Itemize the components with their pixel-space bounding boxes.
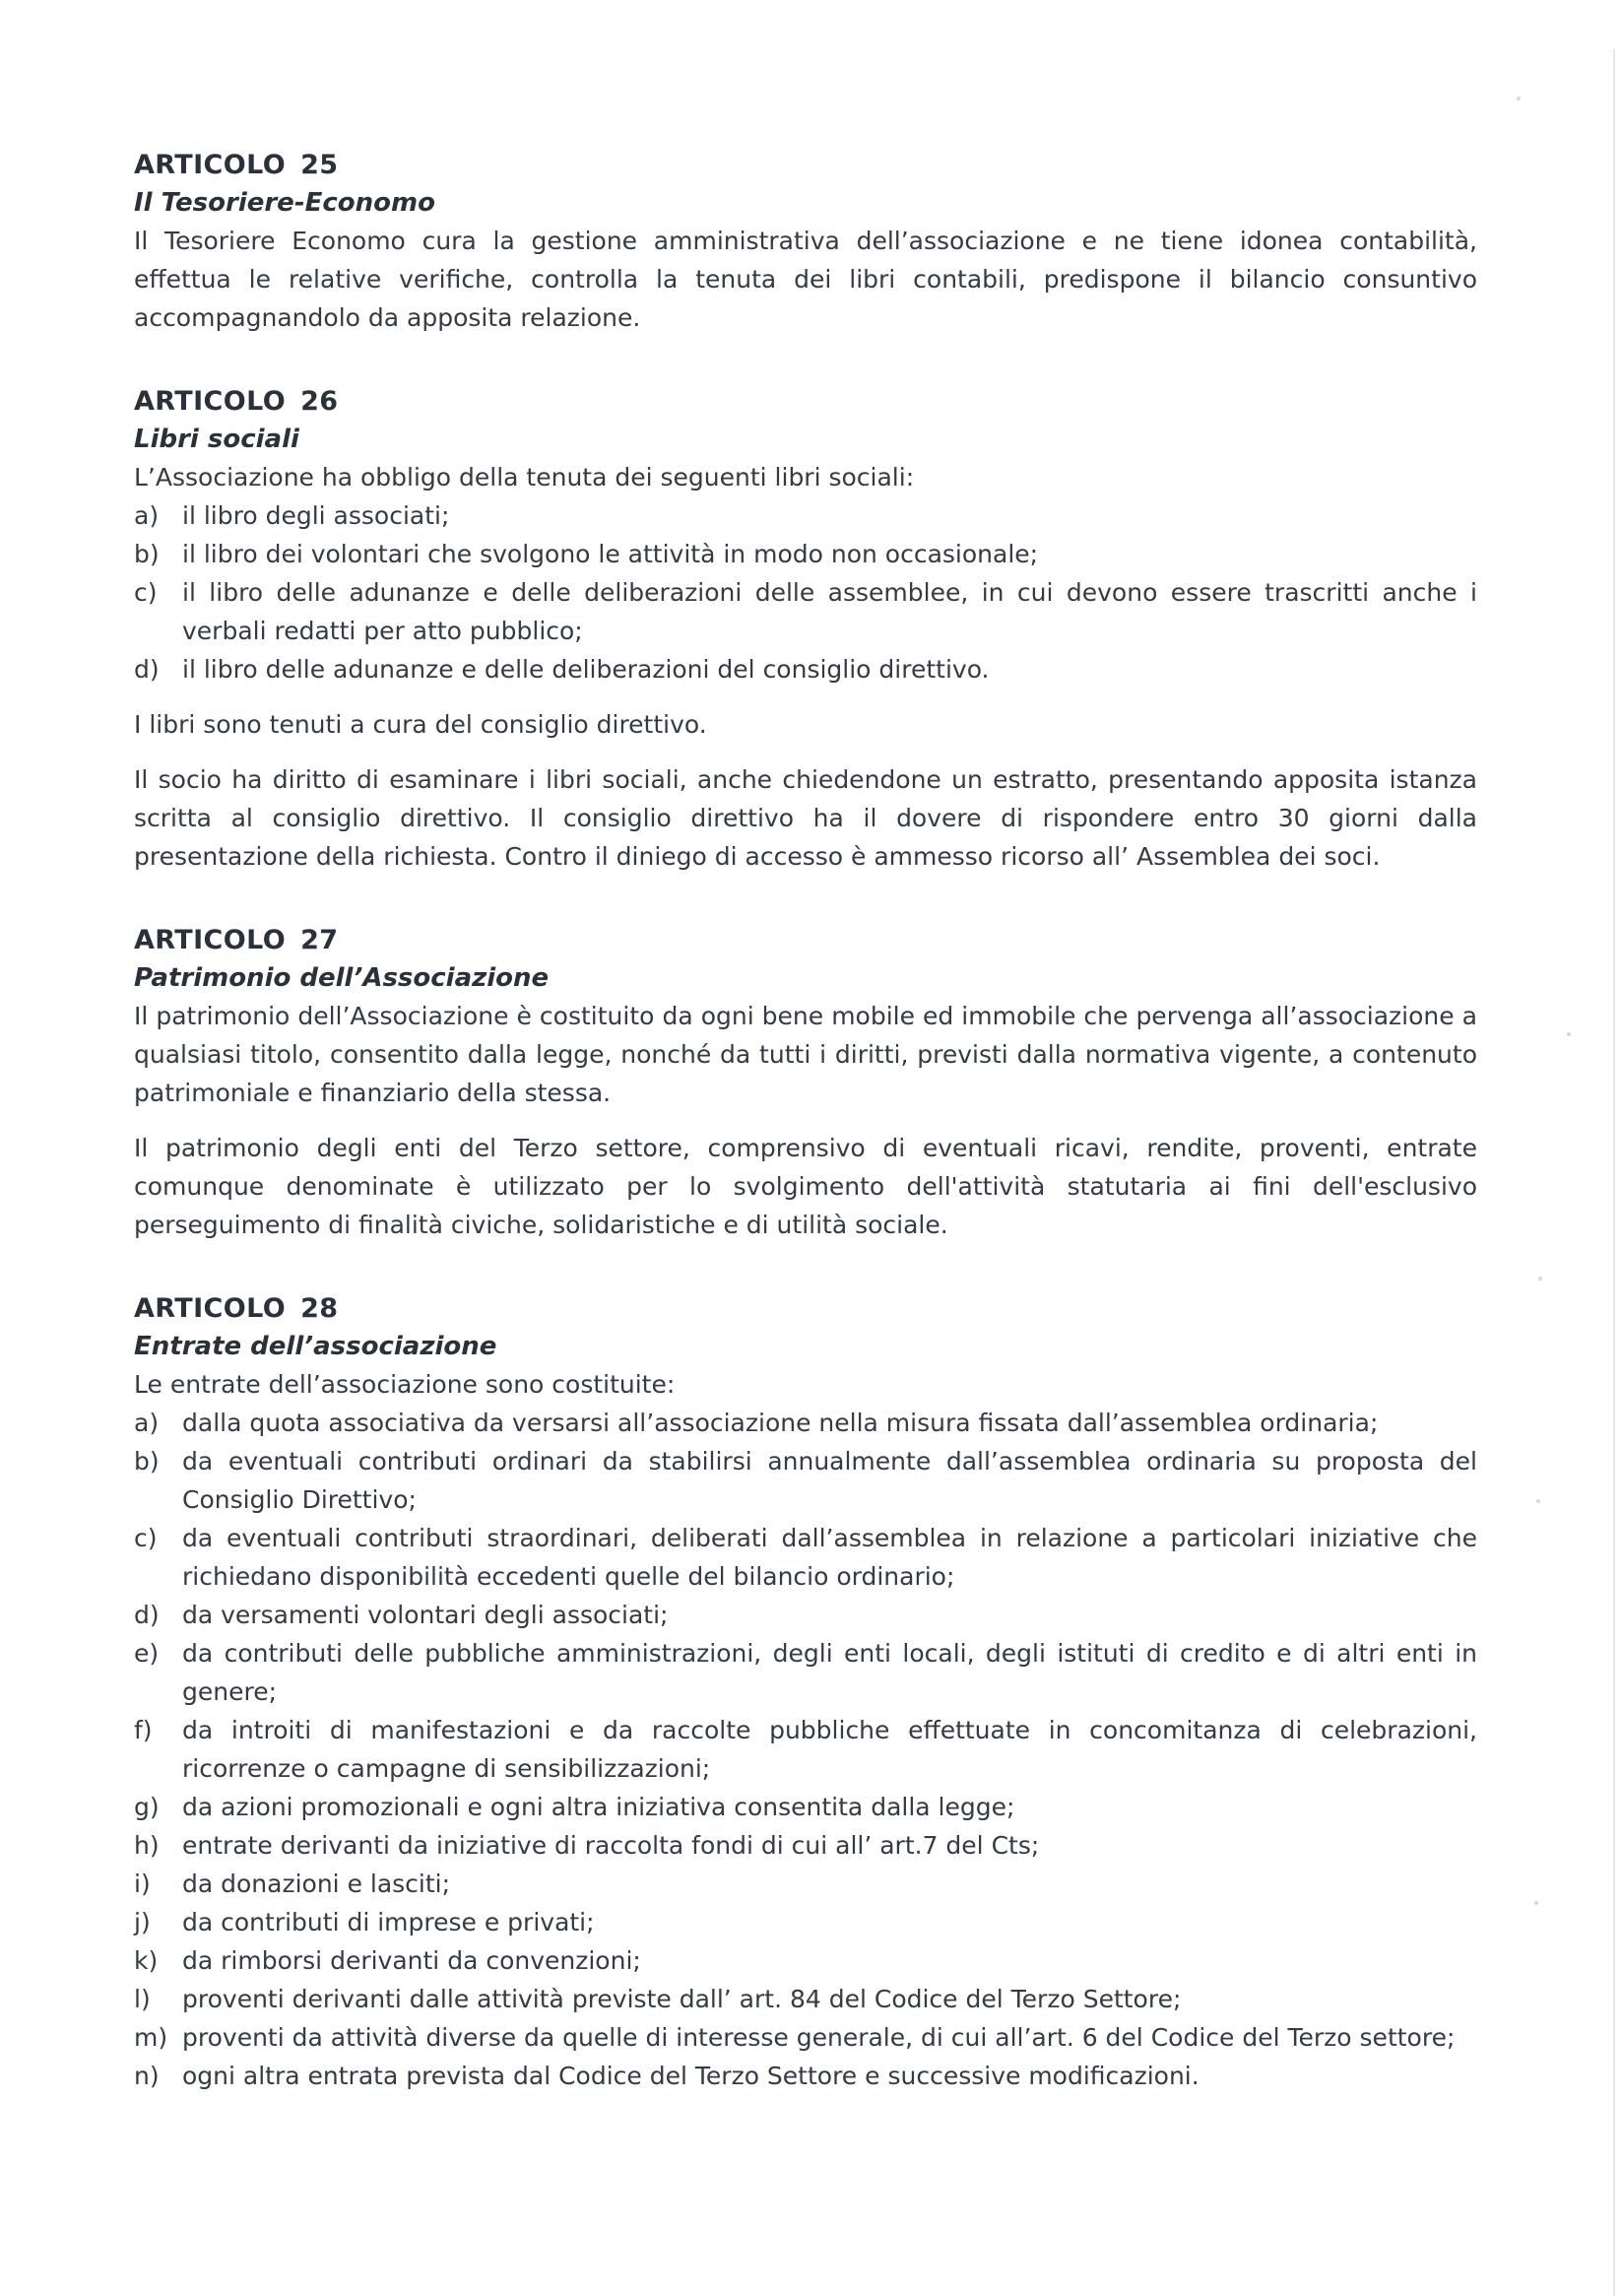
list-item-text: da eventuali contributi straordinari, deliberati dall’assemblea in relazione a particolari iniziative che richiedano disponibilità eccedenti quelle del bilancio ordinario; <box>182 1524 1477 1591</box>
list-item <box>134 2057 1477 2095</box>
list-item <box>134 650 1477 689</box>
list-item-letter: g) <box>134 1793 160 1821</box>
paragraph: Le entrate dell’associazione sono costituite: <box>134 1370 676 1399</box>
list-item-text: da versamenti volontari degli associati; <box>182 1601 669 1629</box>
list-item <box>134 1442 1477 1519</box>
paragraph: Il Tesoriere Economo cura la gestione amministrativa dell’associazione e ne tiene idonea contabilità, effettua le relative verifiche, controlla la tenuta dei libri contabili, predispone il bilancio consuntivo accompagnandolo da apposita relazione. <box>134 227 1477 332</box>
list-item-text: il libro delle adunanze e delle deliberazioni del consiglio direttivo. <box>182 655 990 684</box>
list-item-letter: a) <box>134 1409 160 1437</box>
list-item <box>134 535 1477 573</box>
list-item-letter: b) <box>134 1447 160 1476</box>
paragraph: Il patrimonio dell’Associazione è costituito da ogni bene mobile ed immobile che pervenga all’associazione a qualsiasi titolo, consentito dalla legge, nonché da tutti i diritti, previsti dalla normativa vigente, a contenuto patrimoniale e finanziario della stessa. <box>134 1002 1477 1107</box>
scan-artifact <box>1517 97 1521 100</box>
article-heading <box>134 146 1477 184</box>
list-item-text: ogni altra entrata prevista dal Codice del Terzo Settore e successive modificazioni. <box>182 2062 1200 2090</box>
scan-artifact <box>1534 1901 1538 1905</box>
list-item-letter: d) <box>134 655 160 684</box>
article-heading-label: ARTICOLO <box>134 925 287 955</box>
list-item-letter: c) <box>134 1524 158 1552</box>
list-item-text: proventi derivanti dalle attività previste dall’ art. 84 del Codice del Terzo Settore; <box>182 1985 1182 2013</box>
article-subtitle: Entrate dell’associazione <box>134 1332 497 1361</box>
article-heading <box>134 1289 1477 1328</box>
list-item <box>134 1519 1477 1596</box>
article-heading-number: 28 <box>300 1293 339 1324</box>
paragraph: L’Associazione ha obbligo della tenuta dei seguenti libri sociali: <box>134 463 915 492</box>
list-item <box>134 1711 1477 1788</box>
list-item <box>134 1826 1477 1865</box>
article-heading <box>134 382 1477 421</box>
article-heading <box>134 921 1477 959</box>
list-item-letter: e) <box>134 1639 160 1668</box>
list-item-text: proventi da attività diverse da quelle di interesse generale, di cui all’art. 6 del Codice del Terzo settore; <box>182 2023 1456 2052</box>
list-item-text: da eventuali contributi ordinari da stabilirsi annualmente dall’assemblea ordinaria su proposta del Consiglio Direttivo; <box>182 1447 1477 1514</box>
list-item-text: il libro degli associati; <box>182 501 450 530</box>
paragraph: I libri sono tenuti a cura del consiglio direttivo. <box>134 710 707 739</box>
list-item-letter: i) <box>134 1870 151 1898</box>
article-heading-number: 26 <box>300 386 339 417</box>
scan-artifact <box>1536 1499 1540 1503</box>
list-item-text: da contributi di imprese e privati; <box>182 1908 595 1936</box>
article-subtitle: Libri sociali <box>134 425 299 454</box>
list-item <box>134 1941 1477 1980</box>
list-item-letter: n) <box>134 2062 160 2090</box>
list-item <box>134 1788 1477 1826</box>
article-26 <box>134 382 1477 876</box>
scan-artifact-line <box>1613 49 1615 2296</box>
article-25 <box>134 146 1477 337</box>
paragraph: Il socio ha diritto di esaminare i libri sociali, anche chiedendone un estratto, presentando apposita istanza scritta al consiglio direttivo. Il consiglio direttivo ha il dovere di rispondere entro 30 giorni dalla presentazione della richiesta. Contro il diniego di accesso è ammesso ricorso all’ Assemblea dei soci. <box>134 765 1477 871</box>
list-item-letter: j) <box>134 1908 151 1936</box>
list-item-letter: c) <box>134 578 158 607</box>
list-item-letter: d) <box>134 1601 160 1629</box>
list-item <box>134 573 1477 650</box>
list-item-letter: k) <box>134 1946 159 1975</box>
list-item-text: da donazioni e lasciti; <box>182 1870 451 1898</box>
list-item-text: da introiti di manifestazioni e da raccolte pubbliche effettuate in concomitanza di celebrazioni, ricorrenze o campagne di sensibilizzazioni; <box>182 1716 1477 1783</box>
list-item-letter: f) <box>134 1716 153 1744</box>
list-item-letter: h) <box>134 1831 160 1860</box>
article-28 <box>134 1289 1477 2095</box>
list-item <box>134 1903 1477 1941</box>
list-item <box>134 1634 1477 1711</box>
article-heading-label: ARTICOLO <box>134 386 287 417</box>
article-heading-label: ARTICOLO <box>134 150 287 180</box>
scan-artifact <box>1538 1277 1542 1280</box>
list-item-text: dalla quota associativa da versarsi all’associazione nella misura fissata dall’assemblea ordinaria; <box>182 1409 1379 1437</box>
list-item-text: da contributi delle pubbliche amministrazioni, degli enti locali, degli istituti di credito e di altri enti in genere; <box>182 1639 1477 1706</box>
list-item-letter: b) <box>134 540 160 568</box>
article-heading-number: 25 <box>300 150 339 180</box>
list-item <box>134 1596 1477 1634</box>
article-subtitle: Il Tesoriere-Economo <box>134 188 435 218</box>
list-item-letter: a) <box>134 501 160 530</box>
list-item-text: da rimborsi derivanti da convenzioni; <box>182 1946 641 1975</box>
list-item <box>134 1865 1477 1903</box>
scan-artifact <box>1567 1032 1571 1036</box>
list-item-letter: m) <box>134 2023 168 2052</box>
list-item-text: da azioni promozionali e ogni altra iniziativa consentita dalla legge; <box>182 1793 1015 1821</box>
list-item-text: entrate derivanti da iniziative di raccolta fondi di cui all’ art.7 del Cts; <box>182 1831 1040 1860</box>
article-heading-number: 27 <box>300 925 339 955</box>
list-item <box>134 2018 1477 2057</box>
paragraph: Il patrimonio degli enti del Terzo settore, comprensivo di eventuali ricavi, rendite, proventi, entrate comunque denominate è utilizzato per lo svolgimento dell'attività statutaria ai fini dell'esclusivo perseguimento di finalità civiche, solidaristiche e di utilità sociale. <box>134 1134 1477 1239</box>
article-heading-label: ARTICOLO <box>134 1293 287 1324</box>
article-27 <box>134 921 1477 1244</box>
list-item <box>134 496 1477 535</box>
list-item-letter: l) <box>134 1985 151 2013</box>
list-item-text: il libro dei volontari che svolgono le attività in modo non occasionale; <box>182 540 1039 568</box>
list-item-text: il libro delle adunanze e delle deliberazioni delle assemblee, in cui devono essere trascritti anche i verbali redatti per atto pubblico; <box>182 578 1477 645</box>
list-item <box>134 1404 1477 1442</box>
article-subtitle: Patrimonio dell’Associazione <box>134 963 550 993</box>
list-item <box>134 1980 1477 2018</box>
